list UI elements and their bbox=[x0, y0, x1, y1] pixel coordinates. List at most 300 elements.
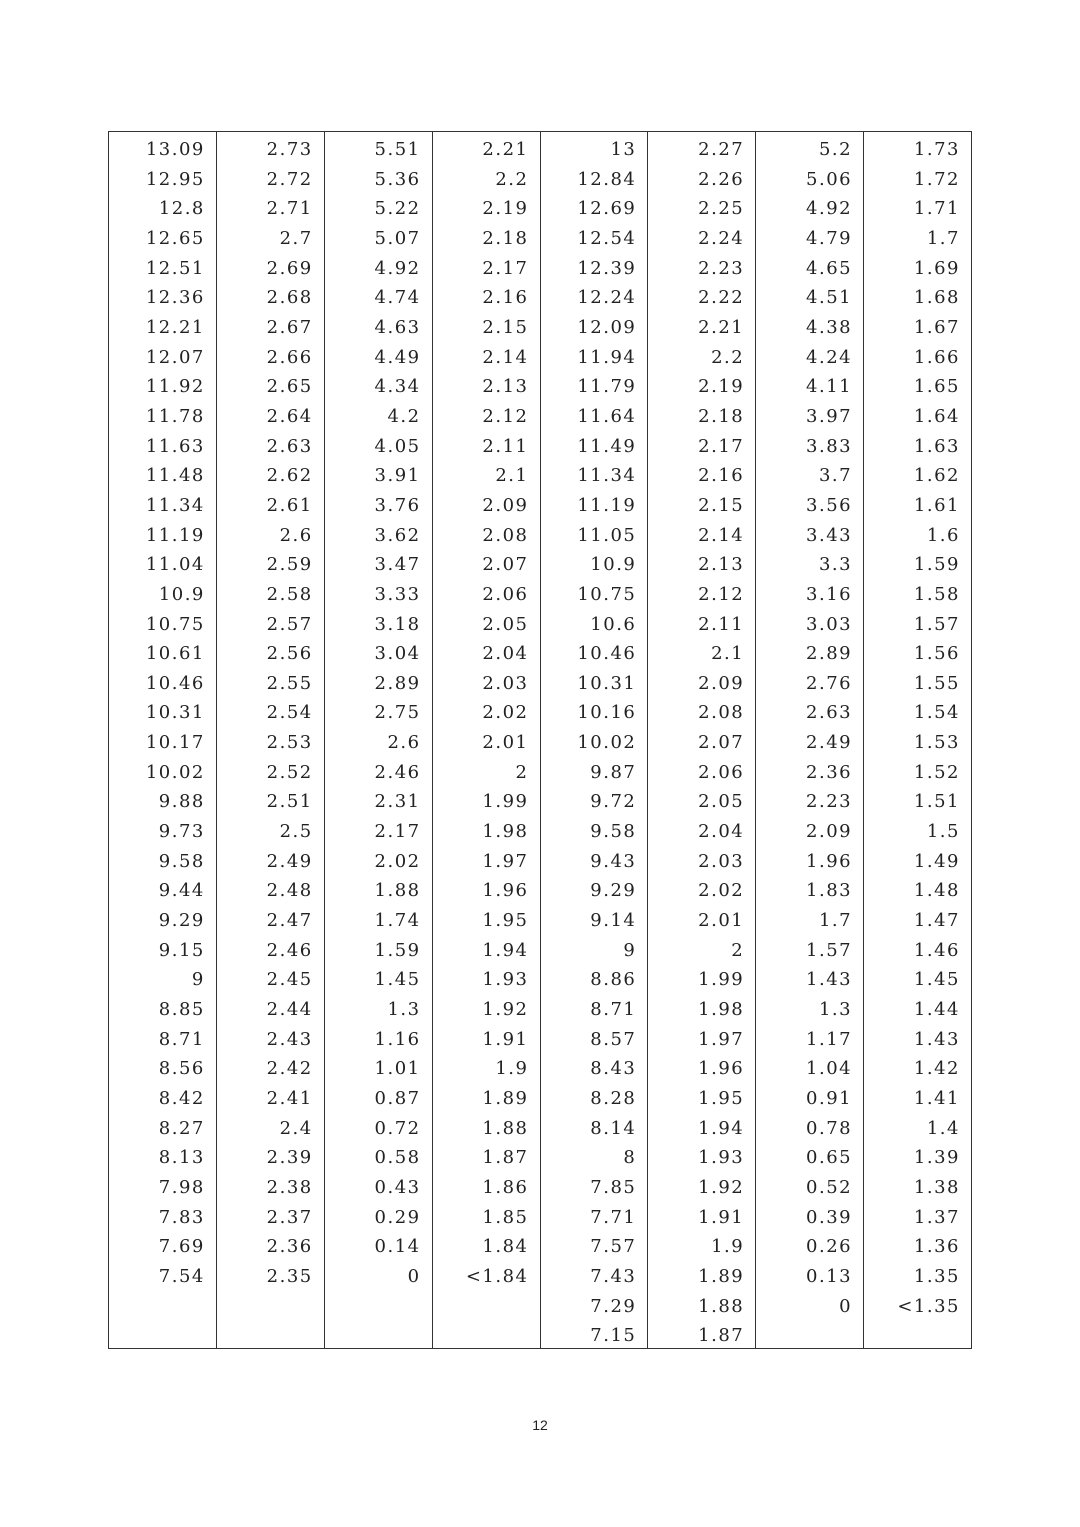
table-cell: 9.29 bbox=[158, 910, 205, 932]
table-cell: 2.76 bbox=[806, 672, 853, 694]
table-column bbox=[648, 132, 756, 1348]
table-cell: 1.35 bbox=[913, 1265, 960, 1287]
table-cell: 2.6 bbox=[279, 524, 313, 546]
table-cell: 1.67 bbox=[913, 316, 960, 338]
table-cell: 5.51 bbox=[374, 139, 421, 160]
table-cell: 1.98 bbox=[482, 821, 529, 843]
table-cell: 9.58 bbox=[158, 850, 205, 872]
table-cell: 8.85 bbox=[158, 999, 205, 1021]
table-cell: 1.97 bbox=[482, 850, 529, 872]
table-cell: 2.21 bbox=[698, 316, 745, 338]
table-cell: 1.73 bbox=[913, 139, 960, 160]
table-cell: 12.95 bbox=[145, 168, 205, 190]
table-cell: 4.2 bbox=[387, 405, 421, 427]
table-cell: 2.08 bbox=[698, 702, 745, 724]
table-cell: 1.61 bbox=[913, 494, 960, 516]
table-cell: 5.22 bbox=[374, 198, 421, 220]
table-cell: 2.65 bbox=[266, 376, 313, 398]
table-cell: 2.02 bbox=[698, 880, 745, 902]
table-cell: 1.59 bbox=[374, 939, 421, 961]
table-cell: 1.56 bbox=[913, 643, 960, 665]
table-cell: 2.1 bbox=[495, 465, 529, 487]
table-cell: 2.62 bbox=[266, 465, 313, 487]
table-cell: 2.63 bbox=[806, 702, 853, 724]
table-cell: 2.13 bbox=[698, 554, 745, 576]
table-cell: 1.74 bbox=[374, 910, 421, 932]
table-cell: 0.13 bbox=[806, 1265, 853, 1287]
table-cell: 13 bbox=[610, 139, 637, 160]
table-cell: 3.56 bbox=[806, 494, 853, 516]
table-cell: 8.14 bbox=[590, 1117, 637, 1139]
table-cell: 1.45 bbox=[913, 969, 960, 991]
table-cell: 2.61 bbox=[266, 494, 313, 516]
table-cell: 7.85 bbox=[590, 1176, 637, 1198]
table-cell: 10.9 bbox=[158, 583, 205, 605]
table-cell: 1.86 bbox=[482, 1176, 529, 1198]
table-cell: 1.91 bbox=[698, 1206, 745, 1228]
table-cell: 2.06 bbox=[482, 583, 529, 605]
table-cell: 1.48 bbox=[913, 880, 960, 902]
table-cell: 4.74 bbox=[374, 287, 421, 309]
table-cell: 1.87 bbox=[482, 1147, 529, 1169]
table-cell: 2.18 bbox=[482, 227, 529, 249]
table-cell: 2.51 bbox=[266, 791, 313, 813]
table-cell: 2.59 bbox=[266, 554, 313, 576]
table-cell: 1.17 bbox=[806, 1028, 853, 1050]
table-cell: 4.38 bbox=[806, 316, 853, 338]
table-cell: 2.45 bbox=[266, 969, 313, 991]
table-column bbox=[433, 132, 541, 1348]
table-cell: 1.94 bbox=[482, 939, 529, 961]
table-cell: 9.72 bbox=[590, 791, 637, 813]
table-cell: 1.85 bbox=[482, 1206, 529, 1228]
table-cell: 0 bbox=[839, 1295, 853, 1317]
table-cell: 2.42 bbox=[266, 1058, 313, 1080]
table-cell: 0.52 bbox=[806, 1176, 853, 1198]
table-cell: 2.89 bbox=[806, 643, 853, 665]
table-cell: 1.88 bbox=[482, 1117, 529, 1139]
table-cell: 1.65 bbox=[913, 376, 960, 398]
table-cell: 2.49 bbox=[266, 850, 313, 872]
table-cell: 10.16 bbox=[577, 702, 637, 724]
page-number: 12 bbox=[532, 1417, 548, 1433]
table-cell: 3.3 bbox=[818, 554, 853, 576]
table-cell: 2.89 bbox=[374, 672, 421, 694]
table-cell: 1.57 bbox=[806, 939, 853, 961]
table-cell: 2.55 bbox=[266, 672, 313, 694]
table-cell: 2.75 bbox=[374, 702, 421, 724]
table-cell: 2.1 bbox=[711, 643, 745, 665]
table-cell: 9.58 bbox=[590, 821, 637, 843]
table-cell: 1.45 bbox=[374, 969, 421, 991]
table-cell: 3.76 bbox=[374, 494, 421, 516]
table-cell: 8.86 bbox=[590, 969, 637, 991]
table-cell: 1.57 bbox=[913, 613, 960, 635]
table-cell: 10.17 bbox=[145, 732, 205, 754]
table-cell: 9.44 bbox=[158, 880, 205, 902]
table-cell: 1.98 bbox=[698, 999, 745, 1021]
table-cell: 12.8 bbox=[158, 198, 205, 220]
table-cell: 2.37 bbox=[266, 1206, 313, 1228]
table-cell: 10.6 bbox=[590, 613, 637, 635]
table-cell: 1.68 bbox=[913, 287, 960, 309]
table-cell: 7.43 bbox=[590, 1265, 637, 1287]
table-column bbox=[217, 132, 325, 1348]
table-cell: 1.64 bbox=[913, 405, 960, 427]
table-cell: 2 bbox=[731, 939, 745, 961]
table-cell: 2.69 bbox=[266, 257, 313, 279]
table-cell: 1.89 bbox=[698, 1265, 745, 1287]
table-cell: 2.04 bbox=[698, 821, 745, 843]
table-cell: 2.5 bbox=[279, 821, 313, 843]
table-cell: 12.65 bbox=[145, 227, 205, 249]
table-cell: 0.78 bbox=[806, 1117, 853, 1139]
table-cell: 2.39 bbox=[266, 1147, 313, 1169]
table-column bbox=[325, 132, 433, 1348]
table-cell: 11.78 bbox=[145, 405, 205, 427]
table-column bbox=[541, 132, 649, 1348]
table-cell: 1.44 bbox=[913, 999, 960, 1021]
table-cell: 5.06 bbox=[806, 168, 853, 190]
table-cell: 1.99 bbox=[698, 969, 745, 991]
table-cell: 2.6 bbox=[387, 732, 421, 754]
table-cell: 2.01 bbox=[698, 910, 745, 932]
table-cell: 1.96 bbox=[806, 850, 853, 872]
table-cell: 2.01 bbox=[482, 732, 529, 754]
table-cell: 2.08 bbox=[482, 524, 529, 546]
table-cell: 2.36 bbox=[806, 761, 853, 783]
table-cell: 12.36 bbox=[145, 287, 205, 309]
table-cell: 9.14 bbox=[590, 910, 637, 932]
table-cell: 1.97 bbox=[698, 1028, 745, 1050]
table-cell: 1.7 bbox=[818, 910, 853, 932]
table-cell: 3.62 bbox=[374, 524, 421, 546]
table-cell: 2.7 bbox=[279, 227, 313, 249]
table-cell: 2.43 bbox=[266, 1028, 313, 1050]
table-cell: 1.71 bbox=[913, 198, 960, 220]
table-cell: 2.54 bbox=[266, 702, 313, 724]
table-cell: 2.02 bbox=[482, 702, 529, 724]
table-cell: 1.91 bbox=[482, 1028, 529, 1050]
table-cell: 7.54 bbox=[158, 1265, 205, 1287]
table-cell: 2.17 bbox=[698, 435, 745, 457]
table-cell: 11.05 bbox=[577, 524, 637, 546]
table-cell: 10.31 bbox=[577, 672, 637, 694]
table-cell: 2.03 bbox=[698, 850, 745, 872]
table-cell: 11.48 bbox=[145, 465, 205, 487]
table-cell: 2.57 bbox=[266, 613, 313, 635]
table-cell: 7.71 bbox=[590, 1206, 637, 1228]
table-cell: 2.38 bbox=[266, 1176, 313, 1198]
table-cell: 1.49 bbox=[913, 850, 960, 872]
table-cell: 7.83 bbox=[158, 1206, 205, 1228]
table-cell: 9.15 bbox=[158, 939, 205, 961]
table-cell: 1.83 bbox=[806, 880, 853, 902]
table-cell: 9 bbox=[191, 969, 205, 991]
table-cell: 3.97 bbox=[806, 405, 853, 427]
table-cell: 1.51 bbox=[913, 791, 960, 813]
table-cell: 3.91 bbox=[374, 465, 421, 487]
table-cell: 1.59 bbox=[913, 554, 960, 576]
table-cell: 0.58 bbox=[374, 1147, 421, 1169]
table-cell: 10.31 bbox=[145, 702, 205, 724]
table-cell: 2.05 bbox=[698, 791, 745, 813]
table-cell: 10.46 bbox=[577, 643, 637, 665]
table-cell: 8.27 bbox=[158, 1117, 205, 1139]
table-cell: 1.96 bbox=[698, 1058, 745, 1080]
table-cell: 2.09 bbox=[482, 494, 529, 516]
table-cell: 2.72 bbox=[266, 168, 313, 190]
table-cell: 1.88 bbox=[374, 880, 421, 902]
table-cell: 12.07 bbox=[145, 346, 205, 368]
table-cell: 1.9 bbox=[711, 1236, 745, 1258]
table-cell: 8.42 bbox=[158, 1088, 205, 1109]
table-cell: 0.43 bbox=[374, 1176, 421, 1198]
table-cell: 3.33 bbox=[374, 583, 421, 605]
table-cell: <1.84 bbox=[465, 1265, 529, 1287]
table-cell: 10.46 bbox=[145, 672, 205, 694]
table-cell: 2.52 bbox=[266, 761, 313, 783]
table-cell: 2.12 bbox=[698, 583, 745, 605]
table-cell: 2.46 bbox=[266, 939, 313, 961]
table-cell: 2.48 bbox=[266, 880, 313, 902]
table-cell: 2.47 bbox=[266, 910, 313, 932]
table-cell: 1.16 bbox=[374, 1028, 421, 1050]
table-cell: 1.89 bbox=[482, 1088, 529, 1109]
table-cell: 2.63 bbox=[266, 435, 313, 457]
table-cell: 2.17 bbox=[482, 257, 529, 279]
table-cell: 2.41 bbox=[266, 1088, 313, 1109]
table-cell: 1.63 bbox=[913, 435, 960, 457]
table-cell: 2.73 bbox=[266, 139, 313, 160]
table-cell: 2.16 bbox=[482, 287, 529, 309]
table-cell: 7.57 bbox=[590, 1236, 637, 1258]
table-cell: 2.24 bbox=[698, 227, 745, 249]
table-cell: 4.92 bbox=[374, 257, 421, 279]
table-cell: 2.09 bbox=[806, 821, 853, 843]
table-column bbox=[109, 132, 217, 1348]
table-cell: 4.63 bbox=[374, 316, 421, 338]
table-cell: 12.84 bbox=[577, 168, 637, 190]
table-cell: 8.71 bbox=[590, 999, 637, 1021]
table-cell: 3.16 bbox=[806, 583, 853, 605]
table-cell: 1.72 bbox=[913, 168, 960, 190]
table-cell: 1.93 bbox=[482, 969, 529, 991]
table-cell: 7.98 bbox=[158, 1176, 205, 1198]
table-cell: 10.02 bbox=[145, 761, 205, 783]
table-cell: 2.46 bbox=[374, 761, 421, 783]
table-cell: 2.06 bbox=[698, 761, 745, 783]
table-cell: 2.02 bbox=[374, 850, 421, 872]
table-cell: 2.19 bbox=[482, 198, 529, 220]
table-cell: 2.14 bbox=[482, 346, 529, 368]
table-cell: 8.56 bbox=[158, 1058, 205, 1080]
table-cell: 2.26 bbox=[698, 168, 745, 190]
table-cell: 10.75 bbox=[145, 613, 205, 635]
table-cell: 2.56 bbox=[266, 643, 313, 665]
table-cell: 1.38 bbox=[913, 1176, 960, 1198]
table-cell: 2.19 bbox=[698, 376, 745, 398]
table-cell: 2.35 bbox=[266, 1265, 313, 1287]
table-cell: 2.31 bbox=[374, 791, 421, 813]
table-cell: 2.18 bbox=[698, 405, 745, 427]
table-cell: 11.19 bbox=[145, 524, 205, 546]
table-cell: 4.34 bbox=[374, 376, 421, 398]
table-cell: 3.04 bbox=[374, 643, 421, 665]
table-cell: 0.39 bbox=[806, 1206, 853, 1228]
table-cell: 1.58 bbox=[913, 583, 960, 605]
table-cell: 2.15 bbox=[698, 494, 745, 516]
table-cell: 1.93 bbox=[698, 1147, 745, 1169]
table-cell: 2.16 bbox=[698, 465, 745, 487]
table-cell: 2.05 bbox=[482, 613, 529, 635]
table-cell: 4.65 bbox=[806, 257, 853, 279]
table-cell: 11.92 bbox=[145, 376, 205, 398]
table-cell: 3.83 bbox=[806, 435, 853, 457]
table-cell: 1.42 bbox=[913, 1058, 960, 1080]
table-cell: 1.3 bbox=[387, 999, 421, 1021]
table-cell: 11.04 bbox=[145, 554, 205, 576]
table-cell: 4.05 bbox=[374, 435, 421, 457]
table-cell: 7.69 bbox=[158, 1236, 205, 1258]
table-cell: 4.51 bbox=[806, 287, 853, 309]
table-cell: 2.67 bbox=[266, 316, 313, 338]
table-cell: 1.9 bbox=[495, 1058, 529, 1080]
table-cell: 1.87 bbox=[698, 1325, 745, 1347]
table-cell: 8.43 bbox=[590, 1058, 637, 1080]
table-cell: 1.37 bbox=[913, 1206, 960, 1228]
table-cell: 1.53 bbox=[913, 732, 960, 754]
table-cell: 2.23 bbox=[698, 257, 745, 279]
table-column bbox=[756, 132, 864, 1348]
table-cell: 1.41 bbox=[913, 1088, 960, 1109]
table-cell: 1.01 bbox=[374, 1058, 421, 1080]
table-cell: 0.91 bbox=[806, 1088, 853, 1109]
table-cell: 3.03 bbox=[806, 613, 853, 635]
table-cell: 2.11 bbox=[698, 613, 745, 635]
table-cell: 1.43 bbox=[806, 969, 853, 991]
table-cell: 1.92 bbox=[482, 999, 529, 1021]
table-cell: 3.18 bbox=[374, 613, 421, 635]
table-cell: 11.63 bbox=[145, 435, 205, 457]
table-cell: 2.17 bbox=[374, 821, 421, 843]
table-cell: 5.07 bbox=[374, 227, 421, 249]
table-cell: 1.88 bbox=[698, 1295, 745, 1317]
table-cell: 1.04 bbox=[806, 1058, 853, 1080]
table-cell: 4.24 bbox=[806, 346, 853, 368]
table-cell: 1.92 bbox=[698, 1176, 745, 1198]
table-cell: 10.75 bbox=[577, 583, 637, 605]
table-cell: 2.23 bbox=[806, 791, 853, 813]
table-cell: 9.43 bbox=[590, 850, 637, 872]
table-cell: 8.28 bbox=[590, 1088, 637, 1109]
table-cell: 3.47 bbox=[374, 554, 421, 576]
table-column bbox=[864, 132, 971, 1348]
table-cell: 1.3 bbox=[818, 999, 853, 1021]
table-cell: 1.95 bbox=[698, 1088, 745, 1109]
table-cell: 1.99 bbox=[482, 791, 529, 813]
table-cell: 8.71 bbox=[158, 1028, 205, 1050]
table-cell: <1.35 bbox=[897, 1295, 960, 1317]
table-cell: 2.71 bbox=[266, 198, 313, 220]
table-cell: 9 bbox=[623, 939, 637, 961]
table-cell: 5.2 bbox=[818, 139, 853, 160]
table-cell: 7.15 bbox=[590, 1325, 637, 1347]
table-cell: 2.4 bbox=[279, 1117, 313, 1139]
table-cell: 4.11 bbox=[806, 376, 853, 398]
table-cell: 3.7 bbox=[818, 465, 853, 487]
table-cell: 9.87 bbox=[590, 761, 637, 783]
table-cell: 12.21 bbox=[145, 316, 205, 338]
table-cell: 2.13 bbox=[482, 376, 529, 398]
table-cell: 11.34 bbox=[577, 465, 637, 487]
table-cell: 8.13 bbox=[158, 1147, 205, 1169]
table-cell: 12.24 bbox=[577, 287, 637, 309]
table-cell: 0.72 bbox=[374, 1117, 421, 1139]
table-cell: 1.95 bbox=[482, 910, 529, 932]
table-cell: 11.19 bbox=[577, 494, 637, 516]
table-cell: 9.73 bbox=[158, 821, 205, 843]
table-cell: 12.51 bbox=[145, 257, 205, 279]
table-cell: 1.47 bbox=[913, 910, 960, 932]
table-cell: 1.5 bbox=[926, 821, 960, 843]
table-cell: 0 bbox=[407, 1265, 421, 1287]
table-cell: 12.69 bbox=[577, 198, 637, 220]
table-cell: 1.46 bbox=[913, 939, 960, 961]
table-cell: 2 bbox=[515, 761, 529, 783]
table-cell: 4.92 bbox=[806, 198, 853, 220]
table-cell: 2.04 bbox=[482, 643, 529, 665]
table-cell: 2.25 bbox=[698, 198, 745, 220]
table-cell: 2.07 bbox=[698, 732, 745, 754]
table-cell: 2.53 bbox=[266, 732, 313, 754]
table-cell: 11.94 bbox=[577, 346, 637, 368]
table-cell: 0.29 bbox=[374, 1206, 421, 1228]
table-cell: 1.36 bbox=[913, 1236, 960, 1258]
table-cell: 4.49 bbox=[374, 346, 421, 368]
table-cell: 0.26 bbox=[806, 1236, 853, 1258]
table-cell: 8 bbox=[623, 1147, 637, 1169]
table-cell: 12.09 bbox=[577, 316, 637, 338]
table-cell: 8.57 bbox=[590, 1028, 637, 1050]
table-cell: 1.69 bbox=[913, 257, 960, 279]
table-cell: 2.49 bbox=[806, 732, 853, 754]
table-cell: 1.66 bbox=[913, 346, 960, 368]
table-cell: 9.29 bbox=[590, 880, 637, 902]
table-cell: 9.88 bbox=[158, 791, 205, 813]
table-cell: 2.58 bbox=[266, 583, 313, 605]
table-cell: 0.87 bbox=[374, 1088, 421, 1109]
table-cell: 2.44 bbox=[266, 999, 313, 1021]
table-cell: 2.64 bbox=[266, 405, 313, 427]
table-cell: 0.14 bbox=[374, 1236, 421, 1258]
table-cell: 1.94 bbox=[698, 1117, 745, 1139]
table-cell: 5.36 bbox=[374, 168, 421, 190]
table-cell: 2.09 bbox=[698, 672, 745, 694]
table-cell: 1.39 bbox=[913, 1147, 960, 1169]
table-cell: 11.79 bbox=[577, 376, 637, 398]
table-cell: 2.22 bbox=[698, 287, 745, 309]
table-cell: 2.07 bbox=[482, 554, 529, 576]
table-cell: 11.64 bbox=[577, 405, 637, 427]
table-cell: 2.12 bbox=[482, 405, 529, 427]
table-cell: 1.54 bbox=[913, 702, 960, 724]
table-cell: 1.6 bbox=[926, 524, 960, 546]
table-cell: 11.49 bbox=[577, 435, 637, 457]
table-cell: 3.43 bbox=[806, 524, 853, 546]
table-cell: 2.21 bbox=[482, 139, 529, 160]
table-cell: 0.65 bbox=[806, 1147, 853, 1169]
